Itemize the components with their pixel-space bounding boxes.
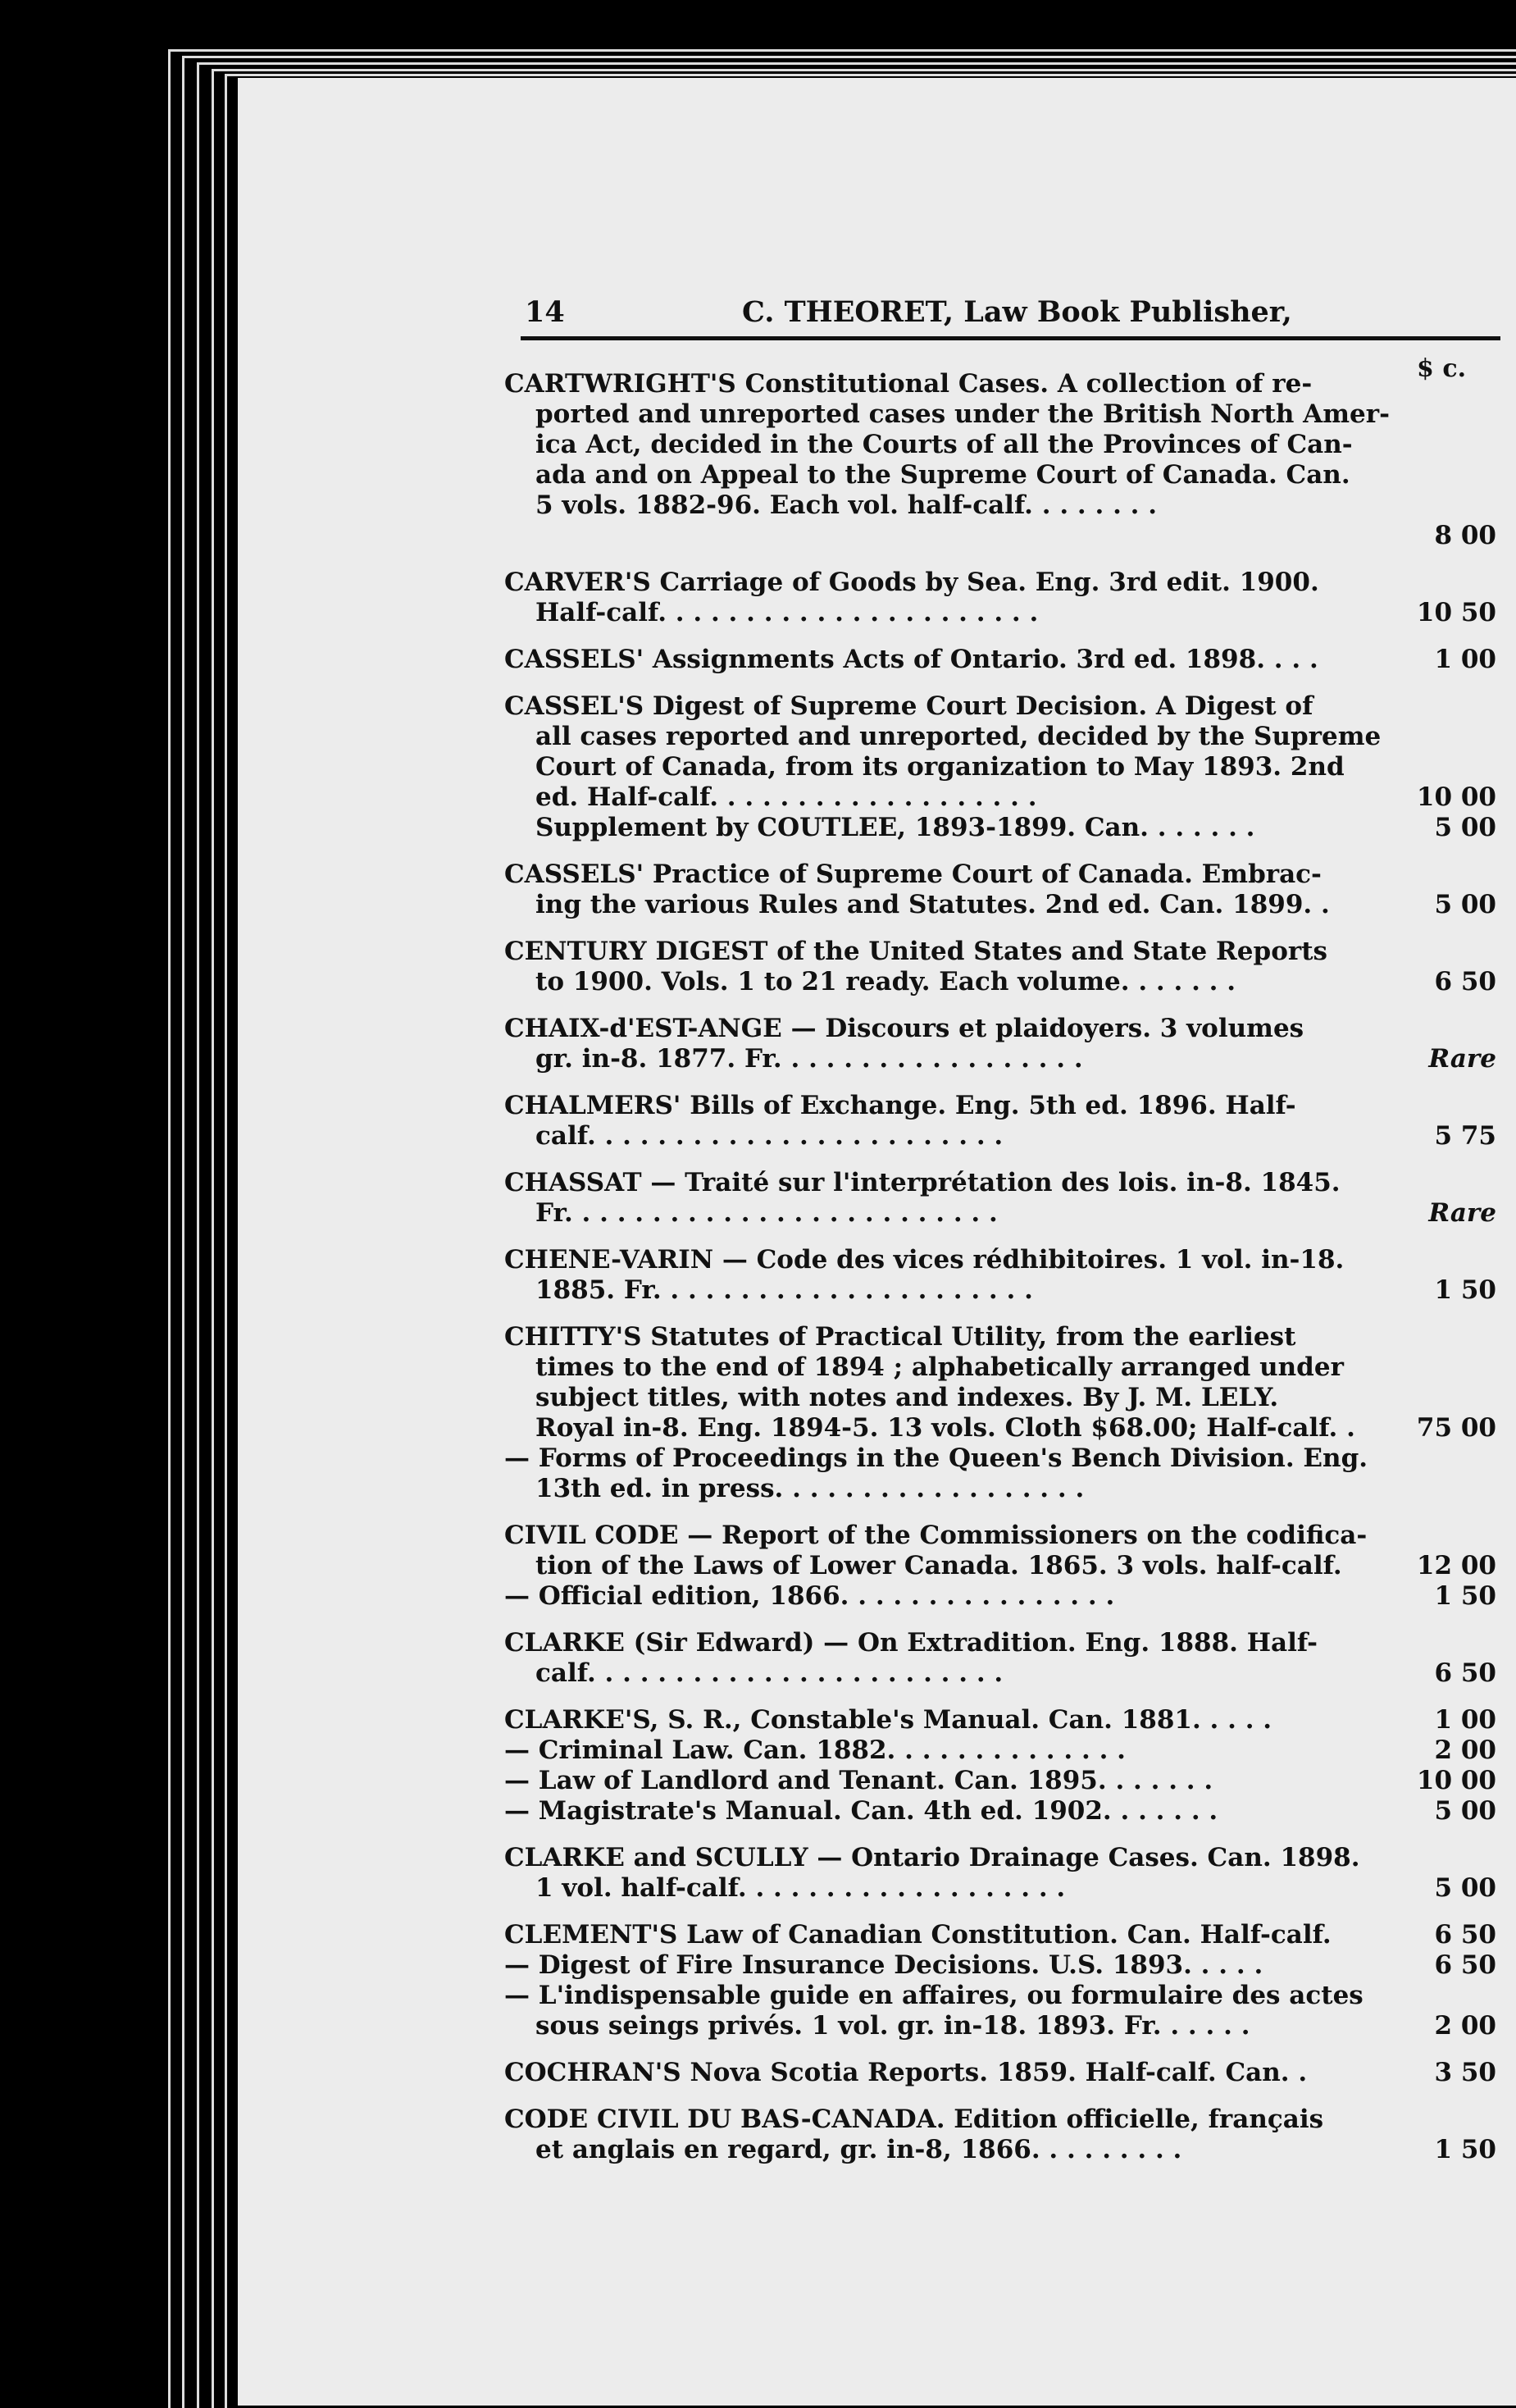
- header-rule: [521, 336, 1500, 340]
- entry-text: CLEMENT'S Law of Canadian Constitution. Can. Half-calf.: [504, 1920, 1332, 1950]
- entry-price: 6 50: [1434, 1920, 1496, 1950]
- entry-text: CHENE-VARIN — Code des vices rédhibitoires. 1 vol. in-18.: [504, 1245, 1345, 1275]
- entry-line: [504, 430, 1496, 460]
- entry-line: [504, 860, 1496, 890]
- entry-line: [504, 752, 1496, 782]
- currency-column-label: $ c.: [1417, 354, 1467, 383]
- entry-price: Rare: [1428, 1198, 1496, 1228]
- catalogue-entries: [504, 369, 1496, 2182]
- entry-price: 6 50: [1434, 1950, 1496, 1980]
- entry-line: [504, 890, 1496, 920]
- entry-text: to 1900. Vols. 1 to 21 ready. Each volume. . . . . . .: [535, 967, 1236, 996]
- entry-text: CHALMERS' Bills of Exchange. Eng. 5th ed. 1896. Half-: [504, 1091, 1296, 1120]
- entry-text: CLARKE'S, S. R., Constable's Manual. Can. 1881. . . . .: [504, 1705, 1272, 1735]
- entry-price: 5 00: [1434, 813, 1496, 842]
- entry-line: [504, 1443, 1496, 1474]
- entry-text: tion of the Laws of Lower Canada. 1865. 3 vols. half-calf.: [535, 1551, 1342, 1580]
- catalogue-entry: [504, 1091, 1496, 1152]
- entry-text: CHASSAT — Traité sur l'interprétation des lois. in-8. 1845.: [504, 1168, 1341, 1197]
- entry-line: [504, 1352, 1496, 1383]
- entry-line: [504, 399, 1496, 430]
- entry-price: 10 00: [1416, 782, 1496, 812]
- entry-line: [504, 490, 1496, 521]
- entry-text: CODE CIVIL DU BAS-CANADA. Edition officielle, français: [504, 2105, 1324, 2134]
- entry-text: CARVER'S Carriage of Goods by Sea. Eng. 3rd edit. 1900.: [504, 568, 1319, 597]
- entry-text: calf. . . . . . . . . . . . . . . . . . . . . . . .: [535, 1121, 1004, 1151]
- entry-text: 13th ed. in press. . . . . . . . . . . . . . . . . .: [535, 1474, 1085, 1503]
- catalogue-entry: [504, 1014, 1496, 1074]
- entry-line: [504, 1198, 1496, 1229]
- entry-price: 10 50: [1416, 598, 1496, 627]
- entry-text: sous seings privés. 1 vol. gr. in-18. 1893. Fr. . . . . .: [535, 2011, 1250, 2041]
- entry-price: 1 00: [1434, 1705, 1496, 1735]
- entry-text: — L'indispensable guide en affaires, ou formulaire des actes: [504, 1981, 1363, 2010]
- entry-text: ica Act, decided in the Courts of all the Provinces of Can-: [535, 430, 1353, 459]
- entry-line: [504, 1121, 1496, 1152]
- entry-line: [504, 460, 1496, 490]
- catalogue-entry: [504, 369, 1496, 551]
- entry-line: [504, 598, 1496, 628]
- catalogue-entry: [504, 1628, 1496, 1689]
- entry-price: 6 50: [1434, 1658, 1496, 1688]
- entry-line: [504, 1628, 1496, 1658]
- catalogue-entry: [504, 860, 1496, 920]
- entry-text: et anglais en regard, gr. in-8, 1866. . . . . . . . .: [535, 2135, 1182, 2164]
- entry-text: COCHRAN'S Nova Scotia Reports. 1859. Half-calf. Can. .: [504, 2058, 1308, 2087]
- catalogue-entry: [504, 1920, 1496, 2041]
- entry-text: ing the various Rules and Statutes. 2nd ed. Can. 1899. .: [535, 890, 1330, 919]
- entry-text: 5 vols. 1882-96. Each vol. half-calf. . . . . . . .: [535, 490, 1158, 520]
- entry-text: subject titles, with notes and indexes. By J. M. LELY.: [535, 1383, 1279, 1412]
- entry-line: [504, 1168, 1496, 1198]
- entry-line: [504, 1551, 1496, 1581]
- entry-line: [504, 1275, 1496, 1306]
- entry-text: CHITTY'S Statutes of Practical Utility, from the earliest: [504, 1322, 1296, 1352]
- entry-text: CIVIL CODE — Report of the Commissioners on the codifica-: [504, 1521, 1368, 1550]
- entry-price: 75 00: [1416, 1413, 1496, 1443]
- entry-line: [504, 1796, 1496, 1827]
- entry-text: Court of Canada, from its organization to May 1893. 2nd: [535, 752, 1345, 782]
- catalogue-entry: [504, 1843, 1496, 1904]
- entry-line: [504, 1245, 1496, 1275]
- entry-price: 6 50: [1434, 967, 1496, 996]
- entry-text: CARTWRIGHT'S Constitutional Cases. A collection of re-: [504, 369, 1313, 399]
- catalogue-entry: [504, 1322, 1496, 1504]
- entry-line: [504, 1920, 1496, 1950]
- page-number: 14: [525, 295, 565, 329]
- entry-text: 1885. Fr. . . . . . . . . . . . . . . . . . . . . .: [535, 1275, 1033, 1305]
- entry-text: CLARKE (Sir Edward) — On Extradition. Eng. 1888. Half-: [504, 1628, 1318, 1658]
- entry-line: [504, 722, 1496, 752]
- entry-price: 10 00: [1416, 1766, 1496, 1795]
- entry-text: ported and unreported cases under the British North Amer-: [535, 399, 1390, 429]
- entry-price: 5 75: [1434, 1121, 1496, 1151]
- entry-text: ada and on Appeal to the Supreme Court of Canada. Can.: [535, 460, 1350, 490]
- entry-text: — Criminal Law. Can. 1882. . . . . . . . . . . . . .: [504, 1735, 1126, 1765]
- entry-text: Royal in-8. Eng. 1894-5. 13 vols. Cloth $68.00; Half-calf. .: [535, 1413, 1355, 1443]
- entry-line: [504, 1581, 1496, 1612]
- entry-line: [504, 2135, 1496, 2165]
- catalogue-entry: [504, 1245, 1496, 1306]
- entry-line: [504, 645, 1496, 675]
- entry-line: [504, 1873, 1496, 1904]
- entry-line: [504, 1981, 1496, 2011]
- entry-line: [504, 1843, 1496, 1873]
- entry-line: [504, 1413, 1496, 1443]
- entry-line: [504, 782, 1496, 813]
- entry-text: — Law of Landlord and Tenant. Can. 1895. . . . . . .: [504, 1766, 1213, 1795]
- entry-line: [504, 1322, 1496, 1352]
- entry-line: [504, 1735, 1496, 1766]
- entry-price: 1 00: [1434, 645, 1496, 674]
- entry-line: [504, 1091, 1496, 1121]
- entry-text: gr. in-8. 1877. Fr. . . . . . . . . . . . . . . . . .: [535, 1044, 1083, 1074]
- entry-line: [504, 2058, 1496, 2088]
- entry-line: [504, 937, 1496, 967]
- catalogue-entry: [504, 2105, 1496, 2165]
- entry-price: 8 00: [1434, 521, 1496, 550]
- entry-text: CHAIX-d'EST-ANGE — Discours et plaidoyers. 3 volumes: [504, 1014, 1304, 1043]
- entry-price: 2 00: [1434, 2011, 1496, 2041]
- entry-price: 5 00: [1434, 1796, 1496, 1826]
- entry-line: [504, 568, 1496, 598]
- entry-line: [504, 2105, 1496, 2135]
- entry-line: [504, 1014, 1496, 1044]
- entry-text: CLARKE and SCULLY — Ontario Drainage Cases. Can. 1898.: [504, 1843, 1360, 1872]
- entry-line: [504, 1950, 1496, 1981]
- entry-line: [504, 1658, 1496, 1689]
- catalogue-entry: [504, 1705, 1496, 1827]
- entry-text: CENTURY DIGEST of the United States and State Reports: [504, 937, 1327, 966]
- entry-text: all cases reported and unreported, decided by the Supreme: [535, 722, 1382, 751]
- entry-text: — Digest of Fire Insurance Decisions. U.S. 1893. . . . .: [504, 1950, 1263, 1980]
- entry-text: Supplement by COUTLEE, 1893-1899. Can. . . . . . .: [535, 813, 1255, 842]
- entry-price: 1 50: [1434, 1275, 1496, 1305]
- catalogue-entry: [504, 2058, 1496, 2088]
- entry-price: 2 00: [1434, 1735, 1496, 1765]
- entry-line: [504, 1705, 1496, 1735]
- entry-line: [504, 521, 1496, 551]
- running-header: C. THEORET, Law Book Publisher,: [742, 295, 1292, 329]
- entry-text: — Forms of Proceedings in the Queen's Bench Division. Eng.: [504, 1443, 1368, 1473]
- entry-price: 1 50: [1434, 1581, 1496, 1611]
- entry-text: — Official edition, 1866. . . . . . . . . . . . . . . .: [504, 1581, 1115, 1611]
- entry-price: 1 50: [1434, 2135, 1496, 2164]
- entry-text: Half-calf. . . . . . . . . . . . . . . . . . . . . .: [535, 598, 1039, 627]
- entry-line: [504, 1521, 1496, 1551]
- entry-text: ed. Half-calf. . . . . . . . . . . . . . . . . . .: [535, 782, 1037, 812]
- entry-price: Rare: [1428, 1044, 1496, 1074]
- entry-text: calf. . . . . . . . . . . . . . . . . . . . . . . .: [535, 1658, 1004, 1688]
- entry-text: Fr. . . . . . . . . . . . . . . . . . . . . . . . .: [535, 1198, 998, 1228]
- entry-price: 5 00: [1434, 890, 1496, 919]
- entry-text: — Magistrate's Manual. Can. 4th ed. 1902. . . . . . .: [504, 1796, 1218, 1826]
- entry-price: 12 00: [1416, 1551, 1496, 1580]
- catalogue-entry: [504, 568, 1496, 628]
- entry-line: [504, 1044, 1496, 1074]
- entry-line: [504, 1383, 1496, 1413]
- catalogue-entry: [504, 937, 1496, 997]
- catalogue-entry: [504, 1521, 1496, 1612]
- entry-text: times to the end of 1894 ; alphabetically arranged under: [535, 1352, 1344, 1382]
- entry-line: [504, 1474, 1496, 1504]
- entry-line: [504, 2011, 1496, 2041]
- entry-text: CASSEL'S Digest of Supreme Court Decision. A Digest of: [504, 691, 1313, 721]
- catalogue-entry: [504, 645, 1496, 675]
- entry-line: [504, 813, 1496, 843]
- entry-line: [504, 691, 1496, 722]
- entry-text: CASSELS' Assignments Acts of Ontario. 3rd ed. 1898. . . .: [504, 645, 1318, 674]
- catalogue-entry: [504, 1168, 1496, 1229]
- entry-text: 1 vol. half-calf. . . . . . . . . . . . . . . . . . .: [535, 1873, 1066, 1903]
- entry-line: [504, 1766, 1496, 1796]
- catalogue-entry: [504, 691, 1496, 843]
- entry-price: 5 00: [1434, 1873, 1496, 1903]
- entry-line: [504, 967, 1496, 997]
- entry-price: 3 50: [1434, 2058, 1496, 2087]
- entry-text: CASSELS' Practice of Supreme Court of Canada. Embrac-: [504, 860, 1322, 889]
- entry-line: [504, 369, 1496, 399]
